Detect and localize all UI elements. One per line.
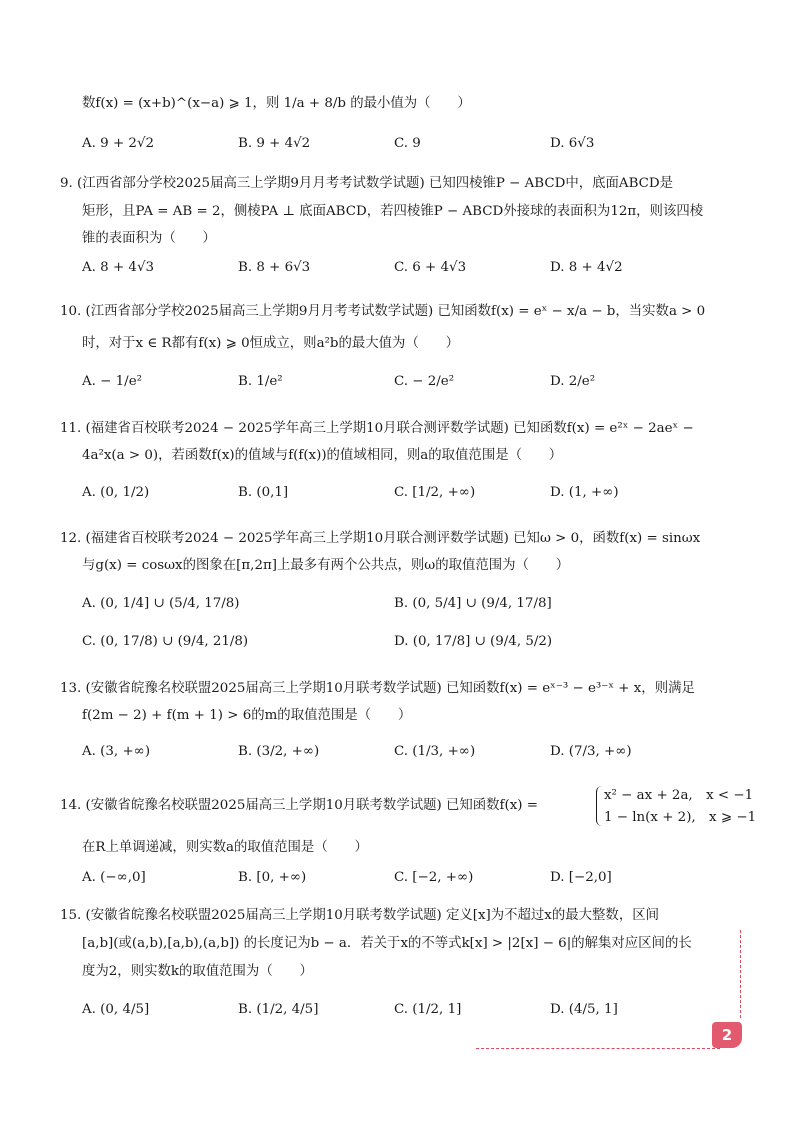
q10-option-a: A. − 1/e²	[82, 374, 142, 389]
q13-option-b: B. (3/2, +∞)	[238, 744, 320, 759]
q14-option-d: D. [−2,0]	[550, 870, 612, 885]
q15-option-a: A. (0, 4/5]	[82, 1002, 150, 1017]
q10-line-1: 10. (江西省部分学校2025届高三上学期9月月考考试数学试题) 已知函数f(x) = eˣ − x/a − b，当实数a > 0	[60, 304, 706, 319]
q10-option-d: D. 2/e²	[550, 374, 596, 389]
q12-option-c: C. (0, 17/8) ∪ (9/4, 21/8)	[82, 634, 249, 649]
q8-option-a: A. 9 + 2√2	[82, 136, 155, 151]
q13-option-a: A. (3, +∞)	[82, 744, 151, 759]
q12-line-1: 12. (福建省百校联考2024 − 2025学年高三上学期10月联合测评数学试题) 已知ω > 0，函数f(x) = sinωx	[60, 531, 701, 546]
q15-option-c: C. (1/2, 1]	[394, 1002, 462, 1017]
q15-line-3: 度为2，则实数k的取值范围为（ ）	[82, 964, 313, 979]
q9-option-b: B. 8 + 6√3	[238, 260, 311, 275]
q8-option-c: C. 9	[394, 136, 421, 151]
q13-line-2: f(2m − 2) + f(m + 1) > 6的m的取值范围是（ ）	[82, 708, 412, 723]
q9-line-2: 矩形，且PA = AB = 2，侧棱PA ⊥ 底面ABCD，若四棱锥P − ABCD外接球的表面积为12π，则该四棱	[82, 204, 704, 219]
q11-line-2: 4a²x(a > 0)，若函数f(x)的值域与f(f(x))的值域相同，则a的取值范围是（ ）	[82, 448, 563, 463]
q15-line-1: 15. (安徽省皖豫名校联盟2025届高三上学期10月联考数学试题) 定义[x]为不超过x的最大整数，区间	[60, 908, 659, 923]
q8-stem: 数f(x) = (x+b)^(x−a) ⩾ 1，则 1/a + 8/b 的最小值为（ ）	[82, 96, 471, 111]
q14-line-2: 在R上单调递减，则实数a的取值范围是（ ）	[82, 840, 368, 855]
q11-option-a: A. (0, 1/2)	[82, 485, 150, 500]
q13-line-1: 13. (安徽省皖豫名校联盟2025届高三上学期10月联考数学试题) 已知函数f(x) = eˣ⁻³ − e³⁻ˣ + x，则满足	[60, 681, 695, 696]
q15-option-d: D. (4/5, 1]	[550, 1002, 618, 1017]
q12-option-d: D. (0, 17/8] ∪ (9/4, 5/2)	[394, 634, 553, 649]
q13-option-c: C. (1/3, +∞)	[394, 744, 476, 759]
q10-option-c: C. − 2/e²	[394, 374, 455, 389]
page-corner-dashed-border-horizontal	[476, 1048, 720, 1049]
q11-line-1: 11. (福建省百校联考2024 − 2025学年高三上学期10月联合测评数学试题) 已知函数f(x) = e²ˣ − 2aeˣ −	[60, 421, 694, 436]
q11-option-b: B. (0,1]	[238, 485, 289, 500]
q8-option-d: D. 6√3	[550, 136, 595, 151]
q14-option-a: A. (−∞,0]	[82, 870, 146, 885]
q13-option-d: D. (7/3, +∞)	[550, 744, 632, 759]
q10-option-b: B. 1/e²	[238, 374, 283, 389]
q11-option-c: C. [1/2, +∞)	[394, 485, 476, 500]
q12-option-b: B. (0, 5/4] ∪ (9/4, 17/8]	[394, 596, 552, 611]
q9-line-3: 锥的表面积为（ ）	[82, 231, 216, 246]
q8-option-b: B. 9 + 4√2	[238, 136, 311, 151]
q14-case-1: x² − ax + 2a, x < −1	[604, 788, 754, 803]
q14-option-b: B. [0, +∞)	[238, 870, 307, 885]
q9-option-c: C. 6 + 4√3	[394, 260, 467, 275]
q15-line-2: [a,b](或(a,b),[a,b),(a,b]) 的长度记为b − a．若关于x的不等式k[x] > |2[x] − 6|的解集对应区间的长	[82, 936, 692, 951]
q12-line-2: 与g(x) = cosωx的图象在[π,2π]上最多有两个公共点，则ω的取值范围为（ ）	[82, 558, 570, 573]
q11-option-d: D. (1, +∞)	[550, 485, 619, 500]
q9-option-a: A. 8 + 4√3	[82, 260, 155, 275]
q15-option-b: B. (1/2, 4/5]	[238, 1002, 319, 1017]
q14-case-2: 1 − ln(x + 2), x ⩾ −1	[604, 810, 757, 825]
q10-line-2: 时，对于x ∈ R都有f(x) ⩾ 0恒成立，则a²b的最大值为（ ）	[82, 336, 460, 351]
page-corner-dashed-border-vertical	[740, 930, 741, 1018]
q9-option-d: D. 8 + 4√2	[550, 260, 623, 275]
page-number-badge: 2	[712, 1022, 742, 1048]
q14-option-c: C. [−2, +∞)	[394, 870, 474, 885]
q9-line-1: 9. (江西省部分学校2025届高三上学期9月月考考试数学试题) 已知四棱锥P − ABCD中，底面ABCD是	[60, 176, 674, 191]
q12-option-a: A. (0, 1/4] ∪ (5/4, 17/8)	[82, 596, 240, 611]
q14-line-1: 14. (安徽省皖豫名校联盟2025届高三上学期10月联考数学试题) 已知函数f(x) =	[60, 798, 538, 813]
